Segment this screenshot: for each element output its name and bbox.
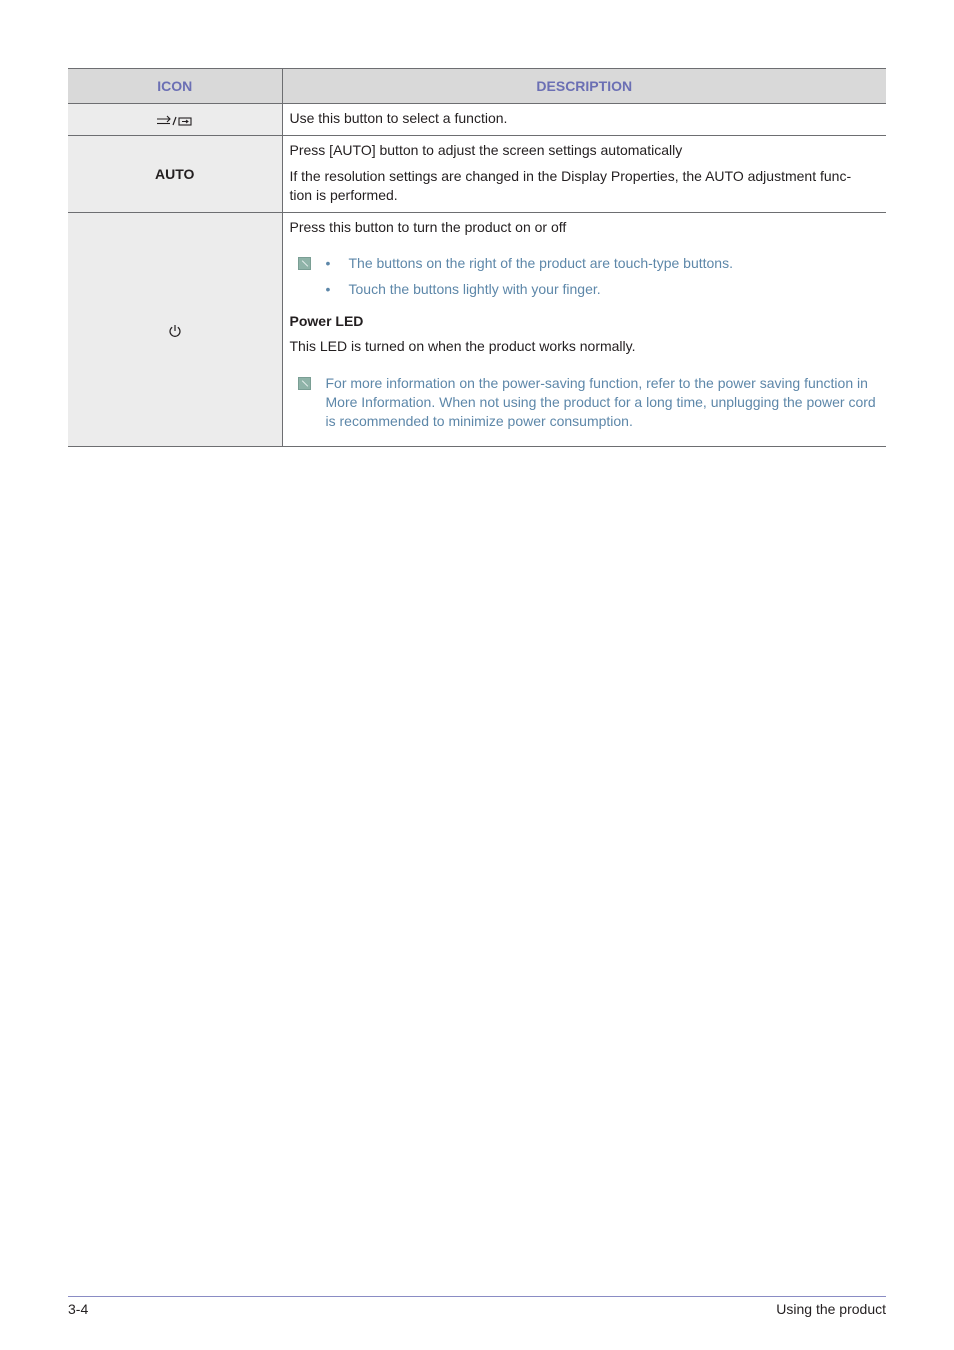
power-led-title: Power LED bbox=[289, 313, 364, 329]
auto-label: AUTO bbox=[155, 166, 195, 182]
note-icon bbox=[298, 257, 311, 270]
bullet-icon: • bbox=[325, 255, 331, 271]
section-title: Using the product bbox=[776, 1301, 886, 1317]
power-icon bbox=[168, 321, 182, 337]
column-header-description: DESCRIPTION bbox=[282, 69, 886, 104]
table-row bbox=[68, 104, 886, 136]
power-led-text: This LED is turned on when the product works normally. bbox=[289, 338, 636, 354]
column-header-icon: ICON bbox=[68, 69, 282, 104]
list-item: • The buttons on the right of the product are touch-type buttons. bbox=[325, 255, 733, 271]
description-cell bbox=[282, 104, 886, 136]
icon-cell bbox=[68, 213, 282, 447]
table-row bbox=[68, 136, 886, 213]
icon-description-table bbox=[68, 68, 886, 447]
bullet-icon: • bbox=[325, 281, 331, 297]
footer-rule bbox=[68, 1296, 886, 1297]
icon-cell bbox=[68, 104, 282, 136]
description-cell bbox=[282, 213, 886, 447]
note-icon bbox=[298, 377, 311, 390]
enter-source-icon bbox=[156, 112, 194, 128]
table-header-row bbox=[68, 69, 886, 104]
note-bullet-list bbox=[326, 254, 879, 299]
page-number: 3-4 bbox=[68, 1301, 89, 1317]
description-text: Use this button to select a function. bbox=[289, 110, 508, 126]
description-text: If the resolution settings are changed in the Display Properties, the AUTO adjustment func- tion is performed. bbox=[289, 168, 852, 203]
table-row bbox=[68, 213, 886, 447]
note-text: For more information on the power-saving function, refer to the power saving function in More Information. When not using the product for a long time, unplugging the power cord is recommended to minimize power consumption. bbox=[325, 375, 876, 429]
list-item: • Touch the buttons lightly with your finger. bbox=[325, 281, 601, 297]
note-block bbox=[290, 254, 879, 299]
icon-cell bbox=[68, 136, 282, 213]
description-cell bbox=[282, 136, 886, 213]
description-text: Press this button to turn the product on or off bbox=[289, 219, 567, 235]
note-block bbox=[290, 374, 879, 439]
description-text: Press [AUTO] button to adjust the screen settings automatically bbox=[289, 142, 683, 158]
